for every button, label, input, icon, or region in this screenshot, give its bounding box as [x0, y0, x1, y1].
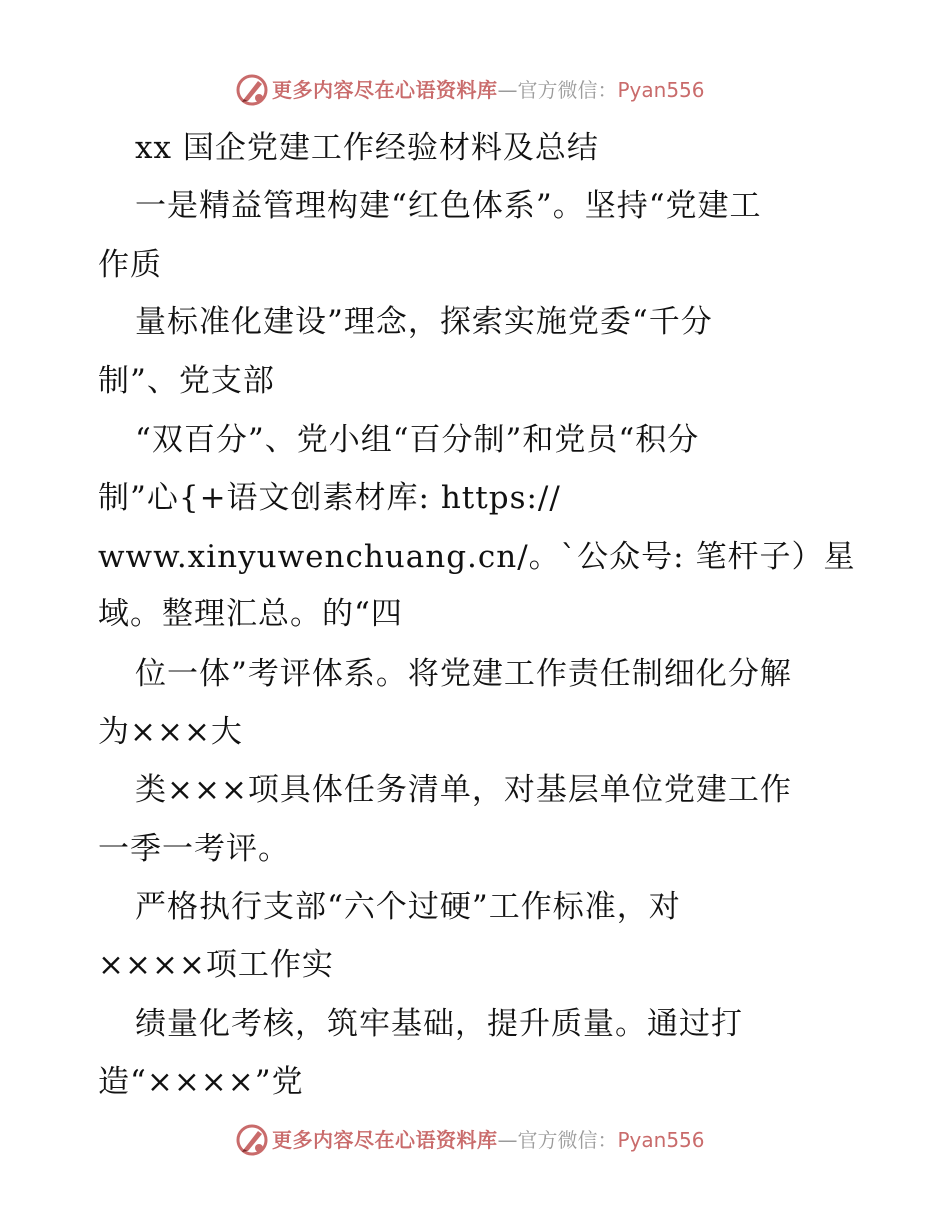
watermark-dash: — — [497, 78, 518, 102]
text-line: 一是精益管理构建“红色体系”。坚持“党建工 — [135, 188, 762, 224]
text-line: 位一体”考评体系。将党建工作责任制细化分解 — [135, 656, 792, 692]
text-line: 量标准化建设”理念，探索实施党委“千分 — [135, 304, 713, 340]
watermark-sub-text: 官方微信： — [517, 78, 618, 102]
document-title: xx 国企党建工作经验材料及总结 — [135, 130, 599, 166]
text-line: 绩量化考核，筑牢基础，提升质量。通过打 — [135, 1006, 743, 1042]
watermark-text — [272, 1128, 705, 1152]
pen-logo-icon — [234, 1122, 270, 1158]
header-watermark-banner — [0, 70, 950, 110]
text-line: 造“××××”党 — [98, 1064, 304, 1100]
text-line: ××××项工作实 — [98, 947, 334, 983]
text-line: 为×××大 — [98, 714, 243, 750]
footer-watermark-banner — [0, 1120, 950, 1160]
watermark-main-text: 更多内容尽在心语资料库 — [272, 78, 498, 102]
watermark-text — [272, 78, 705, 102]
text-line: 类×××项具体任务清单，对基层单位党建工作 — [135, 772, 792, 808]
text-line: 制”、党支部 — [98, 363, 275, 399]
text-line: 制”心{+语文创素材库: https:// — [98, 480, 561, 516]
text-line: 作质 — [98, 247, 162, 283]
text-line: “双百分”、党小组“百分制”和党员“积分 — [135, 422, 700, 458]
watermark-dash: — — [497, 1128, 518, 1152]
text-line: 域。整理汇总。的“四 — [98, 596, 403, 632]
watermark-wechat-id: Pyan556 — [617, 78, 705, 102]
watermark-wechat-id: Pyan556 — [617, 1128, 705, 1152]
pen-logo-icon — [234, 72, 270, 108]
text-line: www.xinyuwenchuang.cn/。`公众号: 笔杆子）星 — [98, 539, 856, 575]
text-line: 严格执行支部“六个过硬”工作标准，对 — [135, 889, 681, 925]
watermark-sub-text: 官方微信： — [517, 1128, 618, 1152]
text-line: 一季一考评。 — [98, 831, 290, 867]
watermark-main-text: 更多内容尽在心语资料库 — [272, 1128, 498, 1152]
